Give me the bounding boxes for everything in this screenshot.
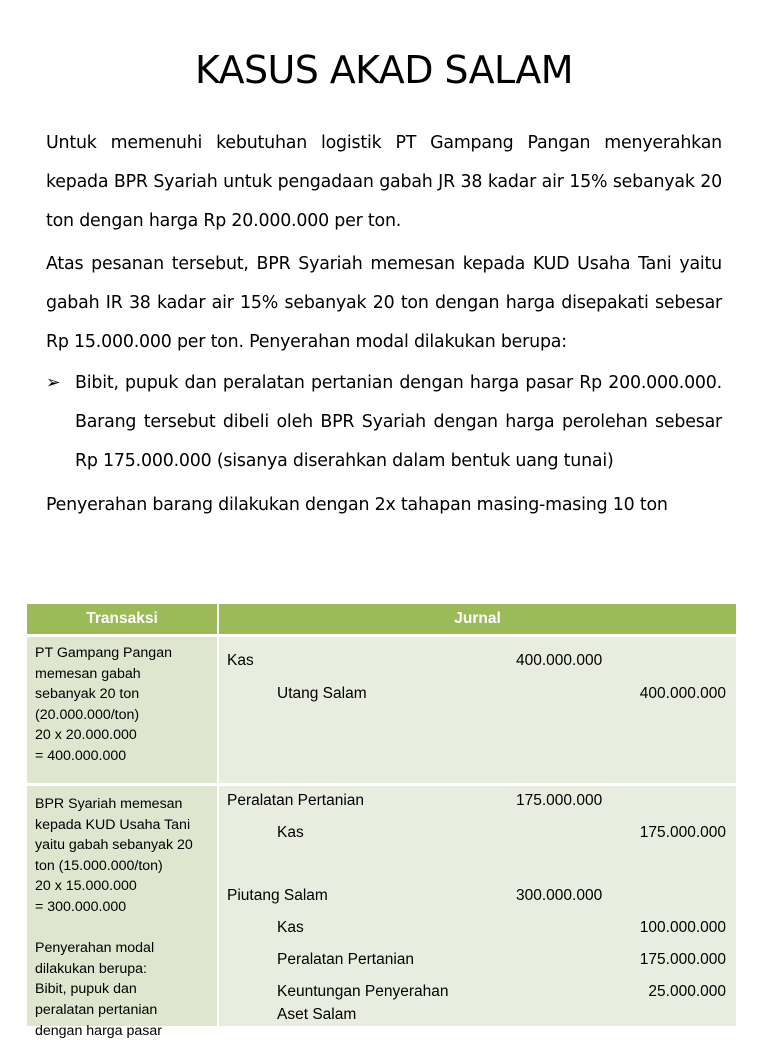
paragraph-delivery: Penyerahan barang dilakukan dengan 2x tahapan masing-masing 10 ton (46, 495, 668, 515)
arrow-bullet-icon: ➢ (46, 373, 61, 393)
row2-transaksi-line: yaitu gabah sebanyak 20 (35, 837, 193, 854)
row2-transaksi-line: peralatan pertanian (35, 1001, 158, 1018)
row2-transaksi-cell (27, 786, 217, 1039)
row2-transaksi-line: 20 x 15.000.000 (35, 878, 137, 895)
row1-transaksi-line: sebanyak 20 ton (35, 686, 140, 703)
row2-jurnal-cell (219, 786, 736, 1026)
journal-credit: 175.000.000 (639, 951, 726, 968)
journal-account: Kas (277, 824, 304, 841)
journal-table (27, 604, 736, 1039)
journal-account: Peralatan Pertanian (227, 792, 365, 809)
row1-transaksi-line: = 400.000.000 (35, 747, 127, 764)
header-jurnal: Jurnal (219, 604, 736, 634)
row2-transaksi-spacer (35, 918, 217, 939)
row2-transaksi-line: dilakukan berupa: (35, 960, 148, 977)
journal-account-line2: Aset Salam (277, 1006, 357, 1023)
journal-account: Keuntungan Penyerahan (277, 983, 449, 1000)
paragraph-order: Atas pesanan tersebut, BPR Syariah memesan kepada KUD Usaha Tani yaitu gabah IR 38 kadar air 15% sebanyak 20 ton dengan harga disepakati sebesar Rp 15.000.000 per ton. Penyerahan modal dilakukan berupa: (46, 254, 722, 352)
paragraph-intro: Untuk memenuhi kebutuhan logistik PT Gampang Pangan menyerahkan kepada BPR Syariah untuk pengadaan gabah JR 38 kadar air 15% sebanyak 20 ton dengan harga Rp 20.000.000 per ton. (46, 133, 722, 231)
row2-transaksi-line: BPR Syariah memesan (35, 796, 183, 812)
bullet-text: Bibit, pupuk dan peralatan pertanian dengan harga pasar Rp 200.000.000. Barang tersebut dibeli oleh BPR Syariah dengan harga perolehan sebesar Rp 175.000.000 (sisanya diserahkan dalam bentuk uang tunai) (75, 373, 722, 471)
journal-account: Kas (277, 919, 304, 936)
row2-transaksi-line: Penyerahan modal (35, 940, 155, 957)
row1-transaksi-line: (20.000.000/ton) (35, 706, 140, 723)
row1-transaksi-line: PT Gampang Pangan (35, 645, 172, 661)
row2-transaksi-line: Bibit, pupuk dan (35, 981, 137, 998)
journal-credit: 400.000.000 (639, 685, 726, 702)
journal-account: Peralatan Pertanian (277, 951, 415, 968)
row1-transaksi-cell (27, 637, 217, 783)
journal-credit: 100.000.000 (639, 919, 726, 936)
row2-transaksi-line: ton (15.000.000/ton) (35, 857, 163, 874)
journal-credit: 25.000.000 (648, 983, 726, 1000)
page-title: KASUS AKAD SALAM (194, 48, 573, 92)
row1-transaksi-line: memesan gabah (35, 665, 141, 682)
journal-debit: 400.000.000 (516, 652, 603, 669)
journal-debit: 300.000.000 (516, 887, 603, 904)
row1-jurnal-cell (219, 637, 736, 783)
journal-account: Piutang Salam (227, 887, 328, 904)
header-transaksi: Transaksi (27, 604, 217, 634)
row2-transaksi-line: = 300.000.000 (35, 898, 127, 915)
journal-credit: 175.000.000 (639, 824, 726, 841)
row2-transaksi-line: dengan harga pasar (35, 1022, 163, 1039)
journal-account: Utang Salam (277, 685, 367, 702)
row1-transaksi-line: 20 x 20.000.000 (35, 727, 137, 744)
journal-account: Kas (227, 652, 254, 669)
journal-debit: 175.000.000 (516, 792, 603, 809)
row2-transaksi-line: kepada KUD Usaha Tani (35, 816, 191, 833)
bullet-item (46, 364, 722, 481)
